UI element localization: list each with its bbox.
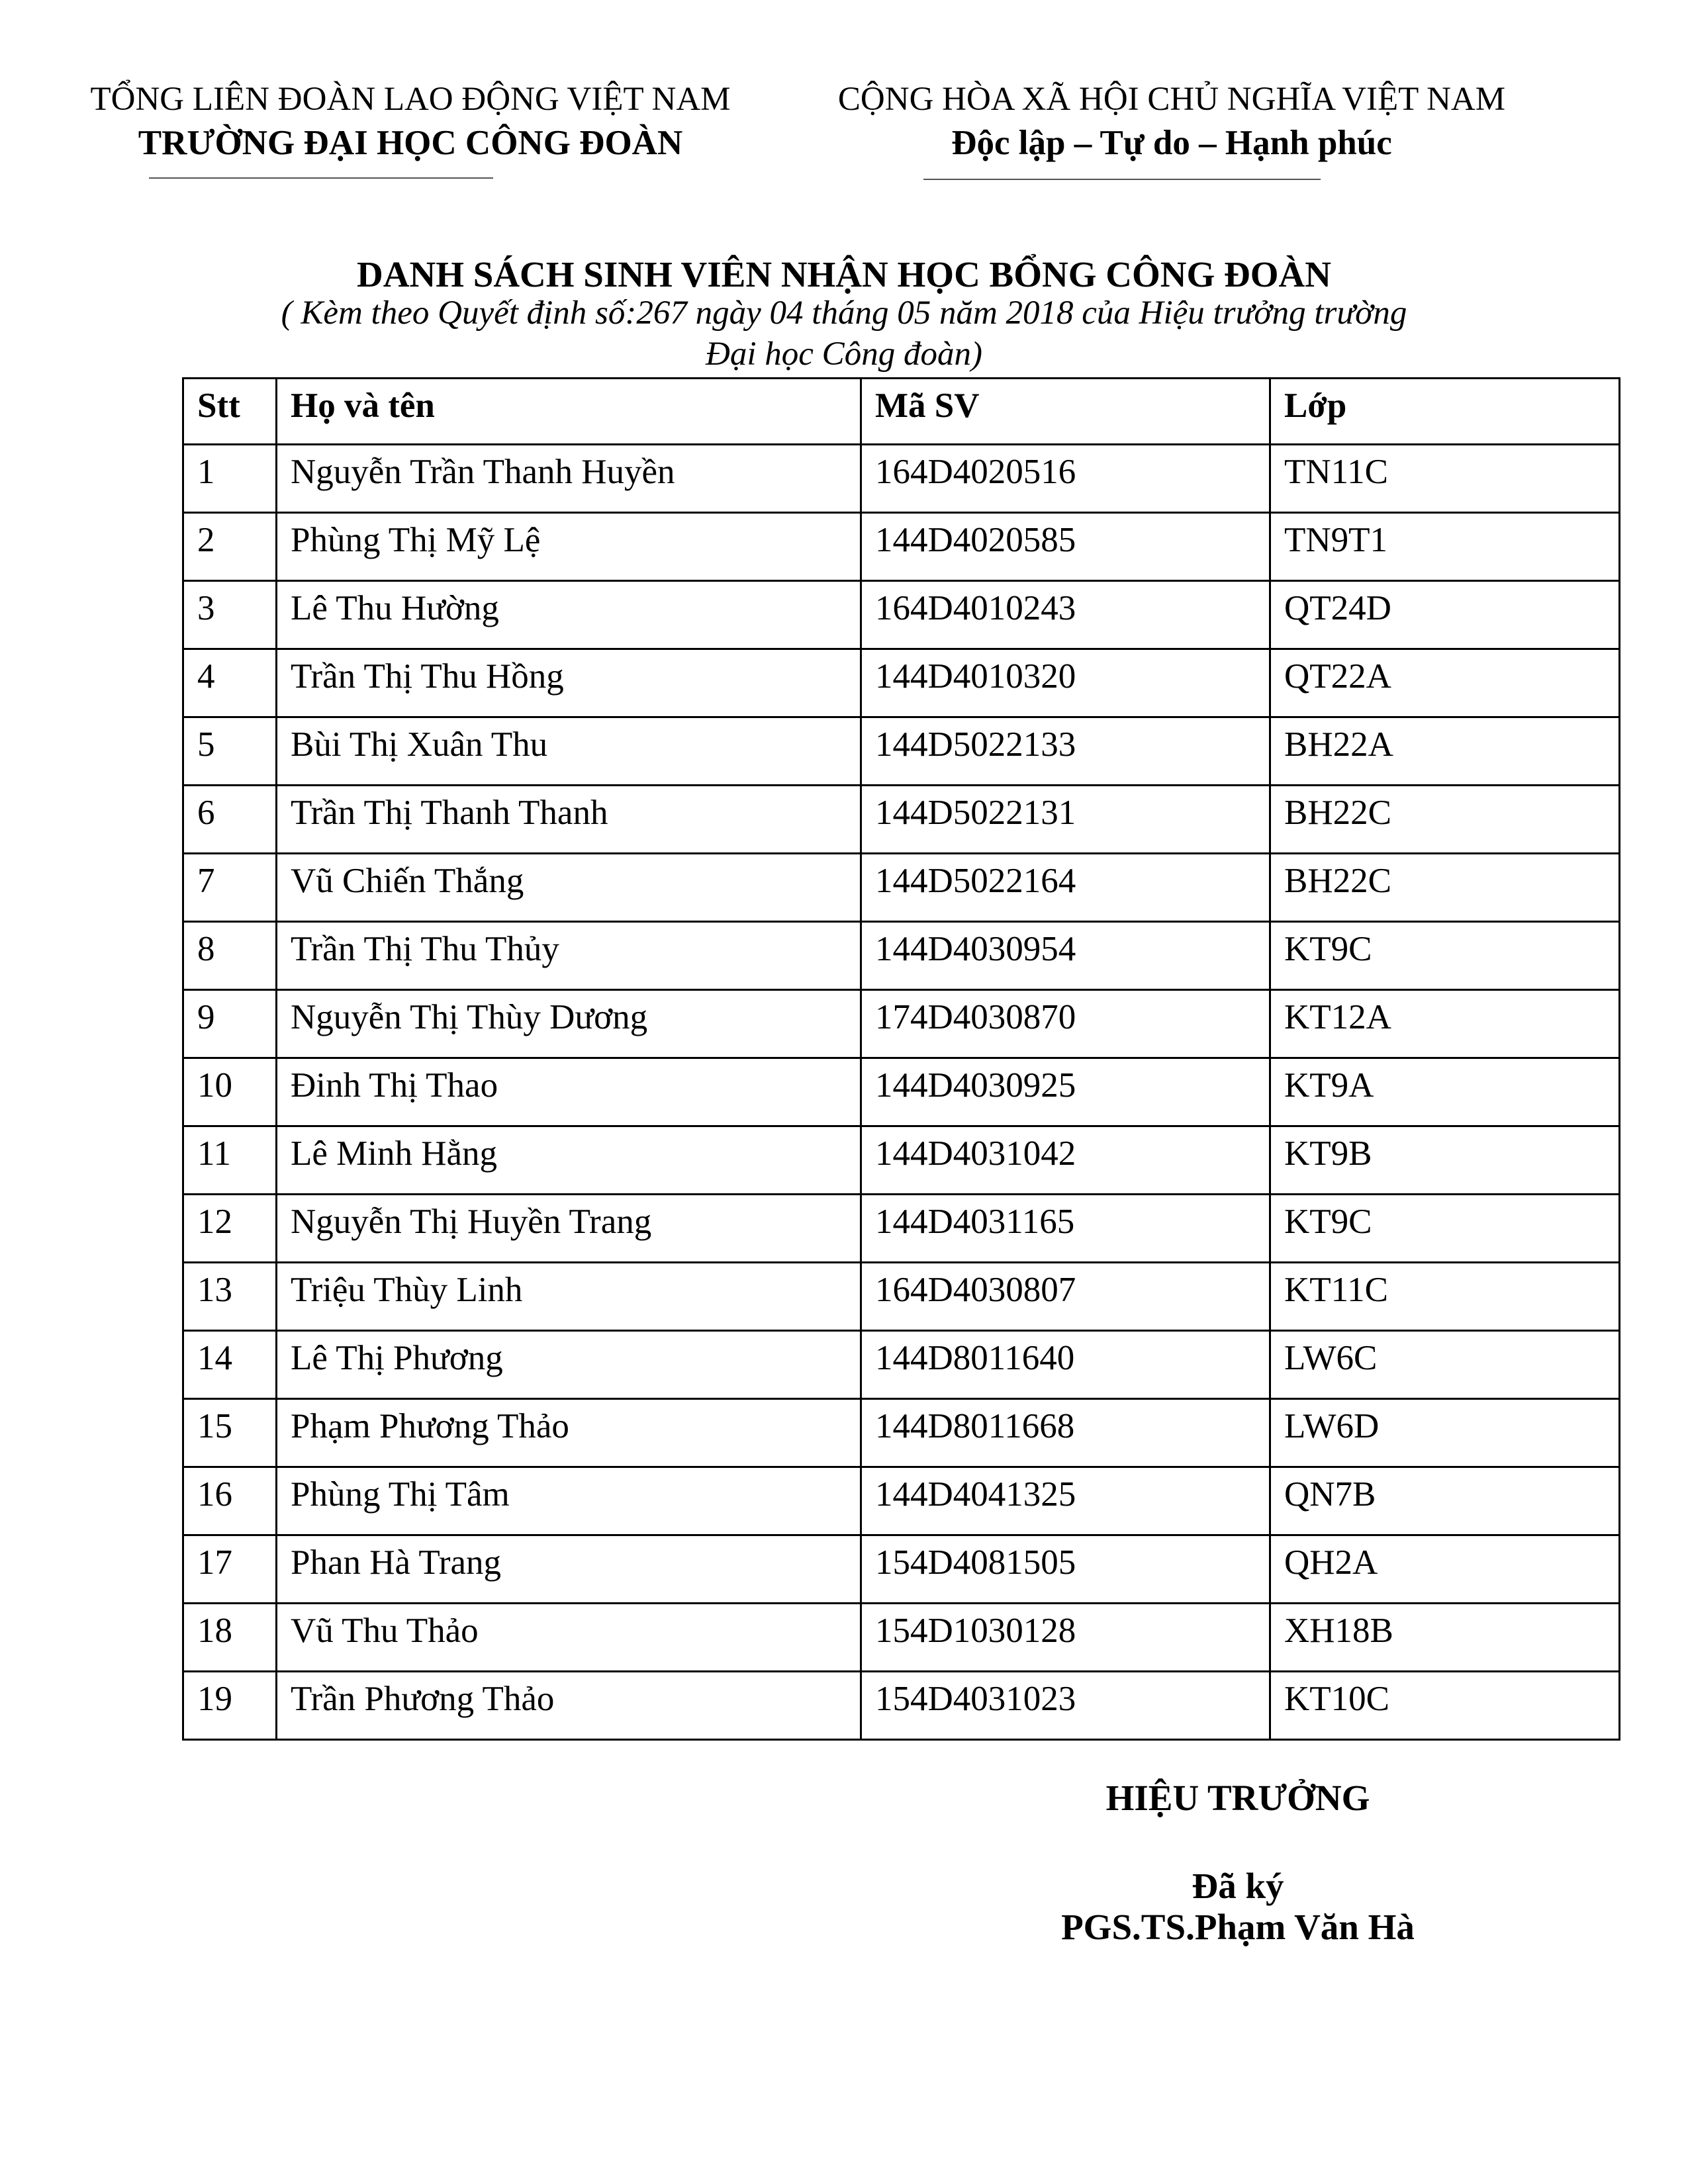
cell-stt: 1 <box>183 445 277 513</box>
cell-student-id: 164D4020516 <box>861 445 1270 513</box>
table-row <box>183 1535 1620 1604</box>
header-left-underline <box>149 177 493 179</box>
cell-student-id: 144D4030925 <box>861 1058 1270 1126</box>
cell-name: Lê Thị Phương <box>277 1331 861 1399</box>
header-right-underline <box>923 179 1321 180</box>
cell-class: QN7B <box>1270 1467 1620 1535</box>
cell-student-id: 144D4031042 <box>861 1126 1270 1195</box>
table-row <box>183 445 1620 513</box>
table-row <box>183 990 1620 1058</box>
cell-stt: 17 <box>183 1535 277 1604</box>
cell-name: Trần Thị Thu Thủy <box>277 922 861 990</box>
university-name: TRƯỜNG ĐẠI HỌC CÔNG ĐOÀN <box>138 124 683 162</box>
cell-student-id: 174D4030870 <box>861 990 1270 1058</box>
cell-class: XH18B <box>1270 1604 1620 1672</box>
cell-stt: 9 <box>183 990 277 1058</box>
cell-class: QH2A <box>1270 1535 1620 1604</box>
cell-name: Trần Thị Thu Hồng <box>277 649 861 717</box>
cell-name: Phùng Thị Tâm <box>277 1467 861 1535</box>
cell-class: KT9C <box>1270 922 1620 990</box>
cell-name: Phùng Thị Mỹ Lệ <box>277 513 861 581</box>
column-header-class: Lớp <box>1270 379 1620 445</box>
table-row <box>183 854 1620 922</box>
cell-class: TN11C <box>1270 445 1620 513</box>
cell-stt: 18 <box>183 1604 277 1672</box>
cell-stt: 10 <box>183 1058 277 1126</box>
cell-stt: 3 <box>183 581 277 649</box>
cell-student-id: 144D4041325 <box>861 1467 1270 1535</box>
signature-status: Đã ký <box>1192 1866 1284 1906</box>
table-row <box>183 1672 1620 1740</box>
cell-class: BH22C <box>1270 786 1620 854</box>
table-row <box>183 513 1620 581</box>
cell-student-id: 144D4031165 <box>861 1195 1270 1263</box>
cell-name: Đinh Thị Thao <box>277 1058 861 1126</box>
cell-stt: 12 <box>183 1195 277 1263</box>
cell-name: Trần Phương Thảo <box>277 1672 861 1740</box>
student-list-table <box>182 377 1620 1741</box>
document-subtitle <box>0 293 1688 375</box>
cell-student-id: 164D4010243 <box>861 581 1270 649</box>
cell-stt: 5 <box>183 717 277 786</box>
cell-name: Triệu Thùy Linh <box>277 1263 861 1331</box>
table-row <box>183 581 1620 649</box>
cell-student-id: 154D4031023 <box>861 1672 1270 1740</box>
cell-class: KT10C <box>1270 1672 1620 1740</box>
cell-name: Trần Thị Thanh Thanh <box>277 786 861 854</box>
cell-stt: 6 <box>183 786 277 854</box>
cell-class: KT11C <box>1270 1263 1620 1331</box>
subtitle-line-2: Đại học Công đoàn) <box>706 336 982 373</box>
cell-name: Nguyễn Trần Thanh Huyền <box>277 445 861 513</box>
table-row <box>183 1331 1620 1399</box>
cell-stt: 2 <box>183 513 277 581</box>
cell-student-id: 144D8011640 <box>861 1331 1270 1399</box>
cell-stt: 14 <box>183 1331 277 1399</box>
cell-stt: 8 <box>183 922 277 990</box>
country-name: CỘNG HÒA XÃ HỘI CHỦ NGHĨA VIỆT NAM <box>837 81 1506 118</box>
table-row <box>183 1263 1620 1331</box>
cell-name: Vũ Thu Thảo <box>277 1604 861 1672</box>
cell-name: Bùi Thị Xuân Thu <box>277 717 861 786</box>
cell-class: KT9A <box>1270 1058 1620 1126</box>
cell-stt: 13 <box>183 1263 277 1331</box>
table-row <box>183 922 1620 990</box>
column-header-name: Họ và tên <box>277 379 861 445</box>
national-motto: Độc lập – Tự do – Hạnh phúc <box>951 124 1392 162</box>
cell-class: QT24D <box>1270 581 1620 649</box>
table-row <box>183 1126 1620 1195</box>
subtitle-line-1: ( Kèm theo Quyết định số:267 ngày 04 tháng 05 năm 2018 của Hiệu trưởng trường <box>281 295 1407 332</box>
table-row <box>183 1195 1620 1263</box>
cell-class: KT9C <box>1270 1195 1620 1263</box>
cell-student-id: 144D5022164 <box>861 854 1270 922</box>
table-row <box>183 786 1620 854</box>
cell-student-id: 154D4081505 <box>861 1535 1270 1604</box>
cell-name: Vũ Chiến Thắng <box>277 854 861 922</box>
cell-stt: 15 <box>183 1399 277 1467</box>
header-right <box>788 78 1556 165</box>
column-header-stt: Stt <box>183 379 277 445</box>
cell-class: BH22C <box>1270 854 1620 922</box>
cell-student-id: 144D5022131 <box>861 786 1270 854</box>
cell-class: LW6C <box>1270 1331 1620 1399</box>
signer-name: PGS.TS.Phạm Văn Hà <box>1061 1907 1415 1947</box>
header-left <box>63 78 758 165</box>
cell-class: LW6D <box>1270 1399 1620 1467</box>
cell-student-id: 154D1030128 <box>861 1604 1270 1672</box>
cell-stt: 7 <box>183 854 277 922</box>
cell-stt: 11 <box>183 1126 277 1195</box>
cell-name: Phạm Phương Thảo <box>277 1399 861 1467</box>
cell-stt: 16 <box>183 1467 277 1535</box>
cell-student-id: 144D4030954 <box>861 922 1270 990</box>
cell-name: Lê Minh Hằng <box>277 1126 861 1195</box>
cell-stt: 4 <box>183 649 277 717</box>
cell-class: KT9B <box>1270 1126 1620 1195</box>
table-row <box>183 1467 1620 1535</box>
cell-class: BH22A <box>1270 717 1620 786</box>
table-row <box>183 1058 1620 1126</box>
signature-title: HIỆU TRƯỞNG <box>1105 1778 1370 1818</box>
document-title: DANH SÁCH SINH VIÊN NHẬN HỌC BỔNG CÔNG ĐOÀN <box>357 254 1331 295</box>
cell-name: Lê Thu Hường <box>277 581 861 649</box>
cell-student-id: 144D4010320 <box>861 649 1270 717</box>
cell-class: TN9T1 <box>1270 513 1620 581</box>
table-row <box>183 717 1620 786</box>
cell-student-id: 144D8011668 <box>861 1399 1270 1467</box>
cell-class: KT12A <box>1270 990 1620 1058</box>
cell-student-id: 164D4030807 <box>861 1263 1270 1331</box>
cell-name: Nguyễn Thị Huyền Trang <box>277 1195 861 1263</box>
union-name: TỔNG LIÊN ĐOÀN LAO ĐỘNG VIỆT NAM <box>90 81 731 118</box>
cell-stt: 19 <box>183 1672 277 1740</box>
cell-name: Nguyễn Thị Thùy Dương <box>277 990 861 1058</box>
cell-name: Phan Hà Trang <box>277 1535 861 1604</box>
table-row <box>183 649 1620 717</box>
table-row <box>183 1399 1620 1467</box>
cell-student-id: 144D4020585 <box>861 513 1270 581</box>
table-header-row <box>183 379 1620 445</box>
table-row <box>183 1604 1620 1672</box>
cell-student-id: 144D5022133 <box>861 717 1270 786</box>
cell-class: QT22A <box>1270 649 1620 717</box>
column-header-student-id: Mã SV <box>861 379 1270 445</box>
